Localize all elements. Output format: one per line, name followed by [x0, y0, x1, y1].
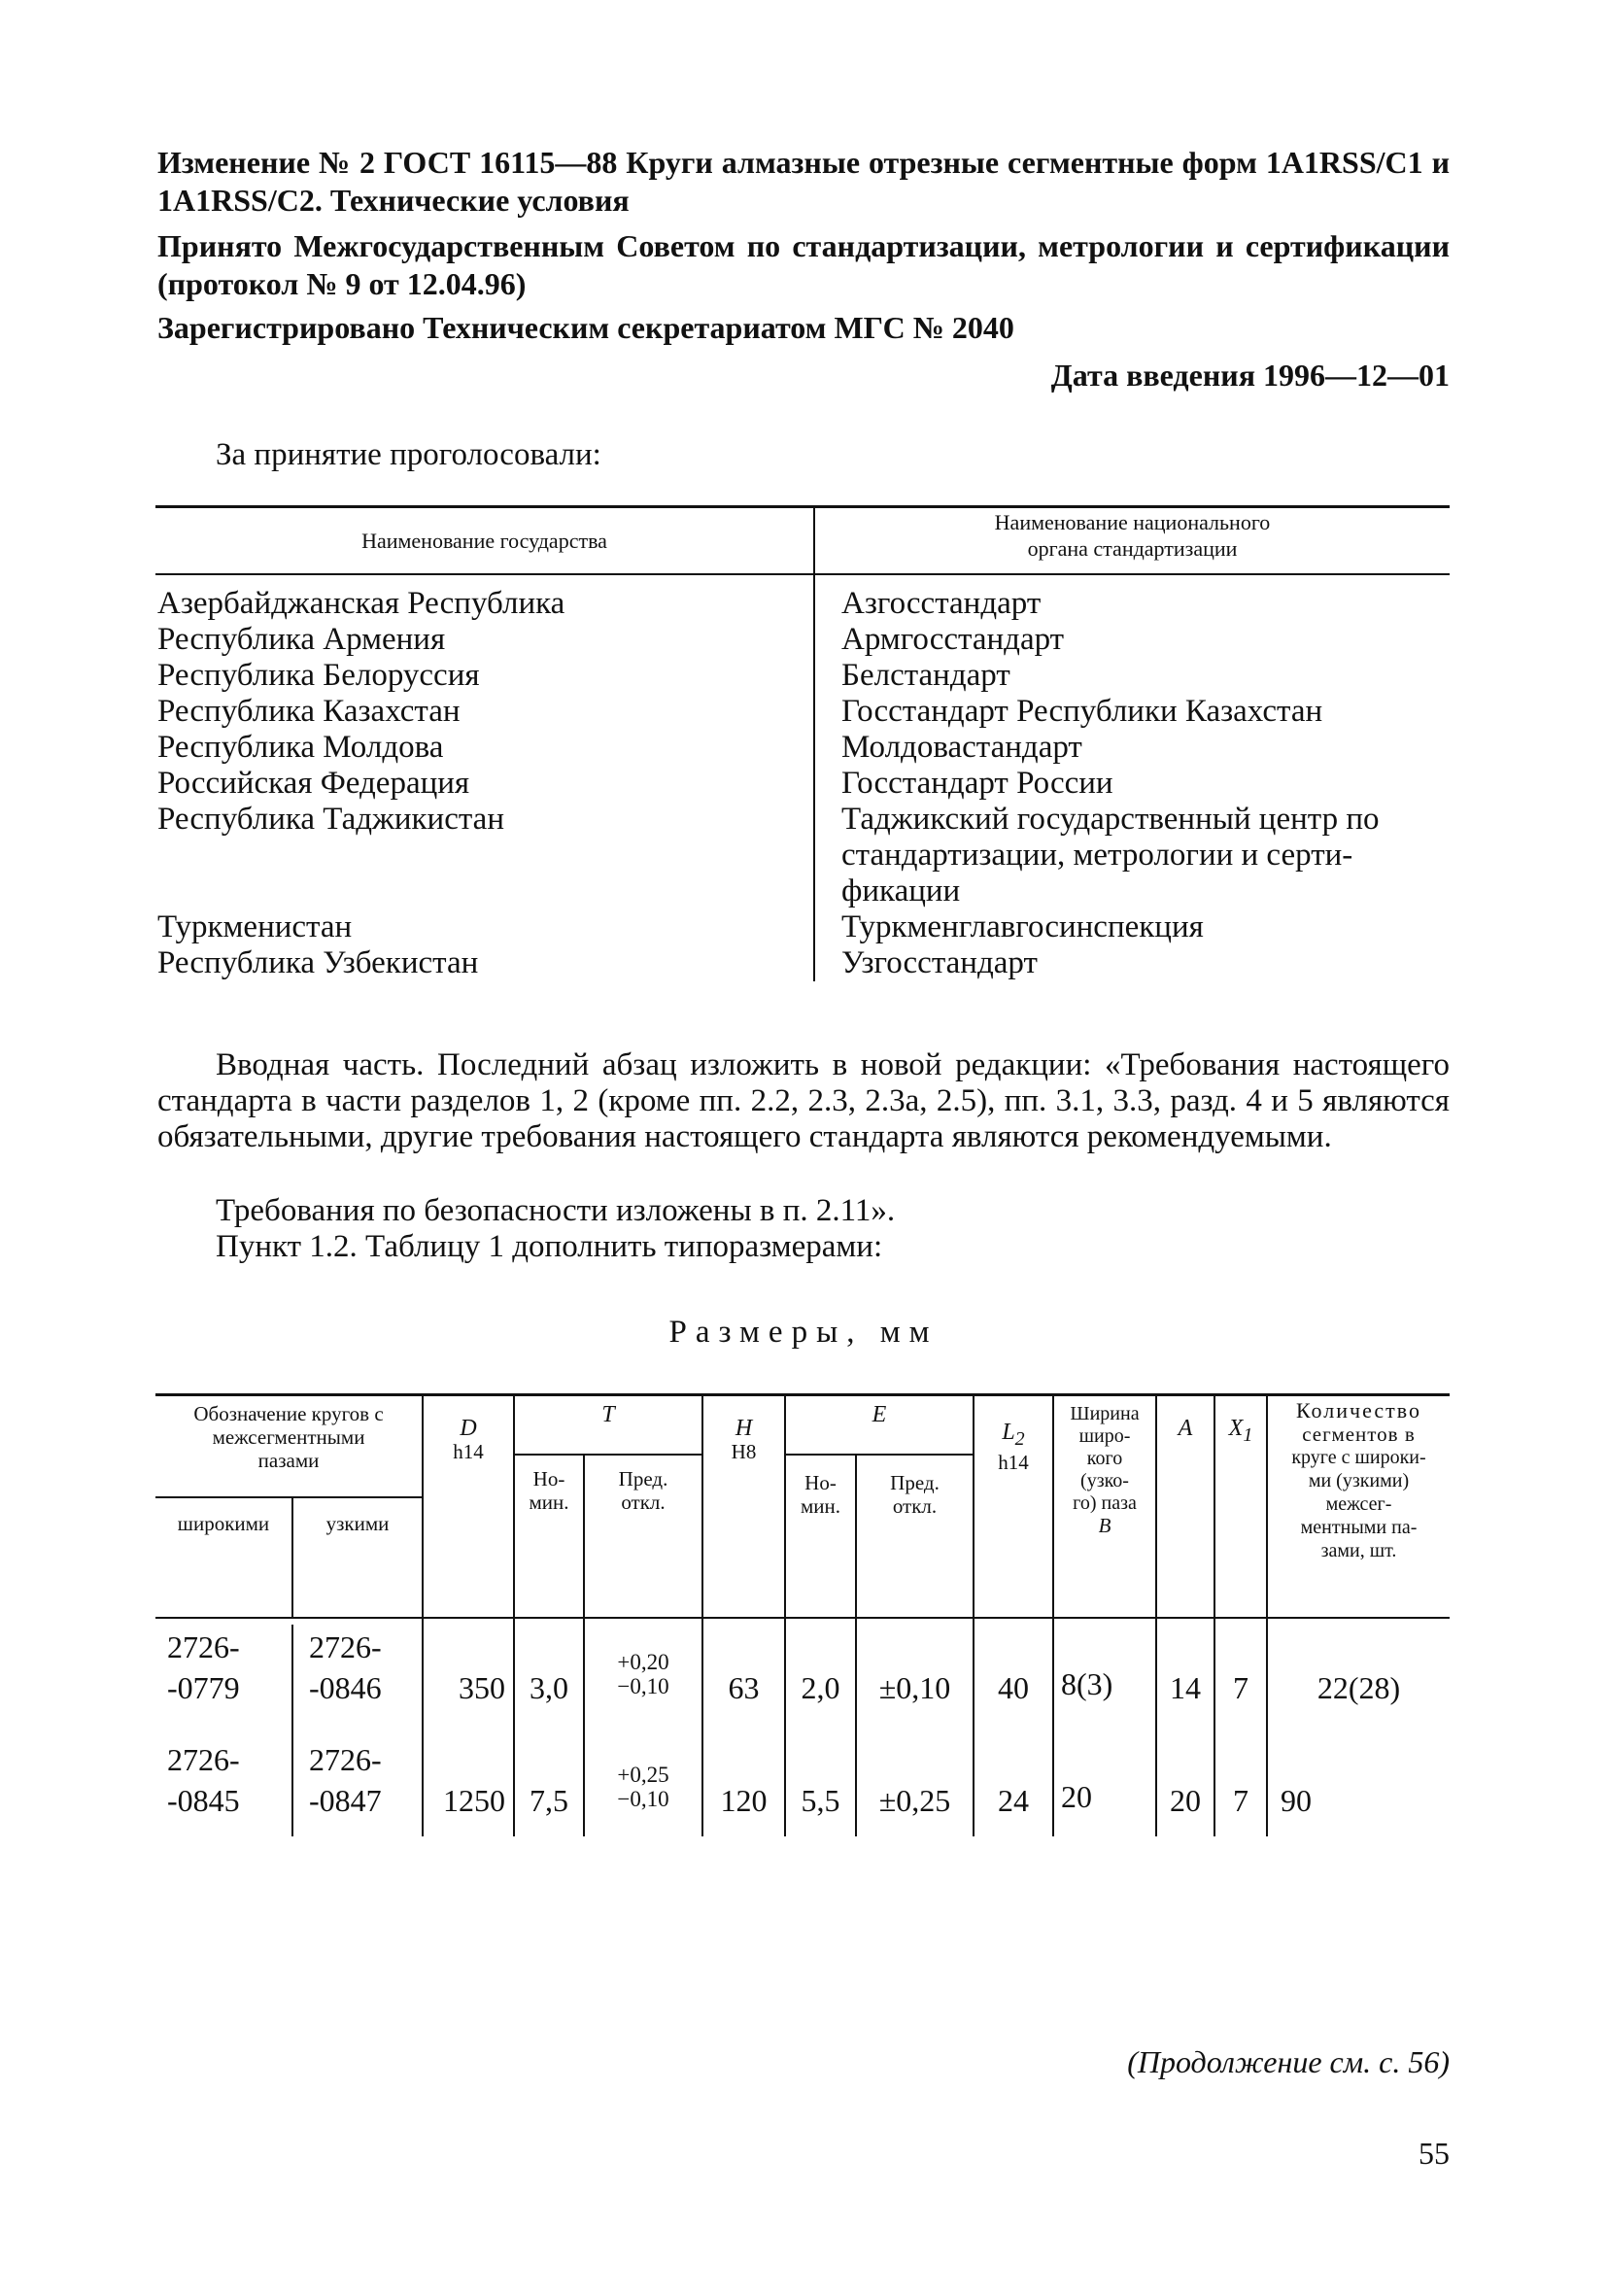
org-name-line2: стандартизации, метрологии и серти-	[841, 838, 1353, 873]
row2-narrow-line1: 2726-	[309, 1742, 382, 1777]
row1-T-nominal: 3,0	[530, 1670, 568, 1705]
header-segment-count-line2: сегментов в	[1302, 1422, 1416, 1446]
state-name: Республика Таджикистан	[157, 802, 504, 837]
header-slot-width	[1054, 1403, 1155, 1537]
header-slot-width-line4: (узко-	[1080, 1470, 1129, 1491]
sizes-table-vline	[1155, 1393, 1157, 1836]
row2-T-deviation-lower: −0,10	[617, 1787, 669, 1811]
row1-narrow-line1: 2726-	[309, 1629, 382, 1664]
header-X1-symbol	[1215, 1417, 1266, 1447]
orgs-column	[841, 586, 1452, 981]
row1-T-deviation-upper: +0,20	[617, 1650, 669, 1674]
header-X1-subscript: 1	[1243, 1423, 1253, 1446]
row2-T-deviation-upper: +0,25	[617, 1763, 669, 1787]
header-D-tolerance: h14	[453, 1440, 484, 1463]
header-A	[1157, 1417, 1214, 1440]
intro-amendment-text: Вводная часть. Последний абзац изложить в новой редакции: «Требования настоящего стандарта в части разделов 1, 2 (кроме пп. 2.2, 2.3, 2.3а, 2.5), пп. 3.1, 3.3, разд. 4 и 5 являются обязательными, другие требования настоящего стандарта являются рекомендуемыми.	[157, 1047, 1450, 1154]
header-slot-width-line1: Ширина	[1070, 1403, 1140, 1424]
row1-segment-count: 22(28)	[1316, 1670, 1401, 1705]
voted-intro: За принятие проголосовали:	[216, 437, 601, 472]
row1-L2: 40	[998, 1670, 1029, 1705]
sizes-caption: Размеры, мм	[668, 1315, 939, 1350]
header-E-nominal-line2: мин.	[800, 1494, 840, 1518]
header-E-deviation-line1: Пред.	[890, 1471, 940, 1494]
row2-E-nominal: 5,5	[801, 1783, 840, 1818]
row2-H: 120	[720, 1783, 768, 1818]
row1-wide-line2: -0779	[167, 1670, 240, 1705]
states-table-header-org-line1: Наименование национального	[994, 510, 1271, 534]
header-E	[786, 1403, 973, 1426]
header-slot-width-line5: го) паза	[1073, 1492, 1137, 1514]
header-T-deviation-line1: Пред.	[618, 1467, 668, 1491]
org-name-line1: Таджикский государственный центр по	[841, 802, 1380, 837]
header-segment-count-line6: ментными па-	[1300, 1517, 1418, 1538]
header-E-deviation-line2: откл.	[892, 1494, 938, 1518]
row2-wide-designation	[167, 1739, 240, 1821]
row2-A: 20	[1170, 1783, 1201, 1818]
sizes-table-T-subrule	[513, 1454, 701, 1456]
header-segment-count-line1: Количество	[1295, 1398, 1422, 1422]
state-name: Республика Узбекистан	[157, 945, 479, 980]
org-name: Армгосстандарт	[841, 622, 1065, 657]
sizes-table-vline	[513, 1393, 515, 1836]
states-table-header-state: Наименование государства	[361, 529, 607, 553]
states-table-header-rule	[155, 573, 1450, 575]
header-X1-letter: X	[1228, 1416, 1244, 1441]
header-L2-subscript: 2	[1014, 1427, 1025, 1450]
header-slot-width-symbol: B	[1098, 1514, 1111, 1537]
row1-E-deviation: ±0,10	[878, 1670, 951, 1705]
header-wide: широкими	[177, 1512, 270, 1535]
row2-E-deviation: ±0,25	[878, 1783, 951, 1818]
org-name: Белстандарт	[841, 658, 1010, 693]
page-number: 55	[1419, 2136, 1450, 2171]
row2-X1: 7	[1233, 1783, 1248, 1818]
header-A-symbol: A	[1178, 1416, 1193, 1441]
header-L2-symbol	[974, 1421, 1052, 1451]
state-name: Республика Казахстан	[157, 694, 461, 729]
org-name: Молдовастандарт	[841, 730, 1082, 765]
state-name: Российская Федерация	[157, 766, 470, 801]
org-name: Туркменглавгосинспекция	[841, 909, 1204, 944]
header-E-nominal	[786, 1471, 855, 1518]
header-E-nominal-line1: Но-	[804, 1471, 837, 1494]
header-T-nominal	[515, 1467, 583, 1514]
row2-L2: 24	[998, 1783, 1029, 1818]
row2-slot-width: 20	[1061, 1779, 1092, 1814]
registration-note: Зарегистрировано Техническим секретариатом МГС № 2040	[157, 310, 1014, 345]
row2-wide-line2: -0845	[167, 1783, 240, 1818]
sizes-table-vline	[291, 1625, 293, 1836]
header-narrow: узкими	[325, 1512, 390, 1535]
header-H-symbol: H	[735, 1416, 753, 1441]
header-T	[515, 1403, 701, 1426]
header-H-tolerance: H8	[731, 1440, 757, 1463]
header-E-deviation	[857, 1471, 973, 1518]
state-name: Республика Армения	[157, 622, 446, 657]
sizes-table-E-subrule	[784, 1454, 973, 1456]
sizes-table-vline	[1214, 1393, 1215, 1836]
org-name: Госстандарт России	[841, 766, 1113, 801]
state-name: Туркменистан	[157, 909, 353, 944]
header-segment-count-line4: ми (узкими)	[1308, 1470, 1410, 1491]
clause-1-2-text: Пункт 1.2. Таблицу 1 дополнить типоразмерами:	[216, 1229, 883, 1264]
row1-T-deviation-lower: −0,10	[617, 1674, 669, 1698]
header-segment-count-line3: круге с широки-	[1291, 1447, 1426, 1468]
header-X1	[1215, 1417, 1266, 1447]
safety-requirements-text: Требования по безопасности изложены в п. 2.11».	[216, 1193, 896, 1228]
sizes-table-designation-subrule	[155, 1496, 422, 1498]
row1-D: 350	[459, 1670, 505, 1705]
row1-T-deviation	[585, 1650, 701, 1698]
header-T-deviation	[585, 1467, 701, 1514]
row1-slot-width: 8(3)	[1061, 1666, 1113, 1701]
state-name: Республика Молдова	[157, 730, 444, 765]
states-table-divider	[813, 505, 815, 981]
header-T-symbol: T	[601, 1402, 615, 1427]
row1-wide-designation	[167, 1627, 240, 1708]
row2-T-nominal: 7,5	[530, 1783, 568, 1818]
sizes-table-top-rule	[155, 1393, 1450, 1396]
row1-E-nominal: 2,0	[801, 1670, 840, 1705]
header-L2	[974, 1421, 1052, 1474]
row1-X1: 7	[1233, 1670, 1248, 1705]
header-T-nominal-line2: мин.	[529, 1491, 569, 1514]
header-L2-letter: L	[1002, 1420, 1015, 1445]
states-table-header-org-line2: органа стандартизации	[1027, 536, 1238, 561]
header-designation	[155, 1402, 422, 1472]
header-E-symbol: E	[872, 1402, 887, 1427]
row1-narrow-designation	[309, 1627, 382, 1708]
org-name: Узгосстандарт	[841, 945, 1038, 980]
header-T-nominal-line1: Но-	[532, 1467, 565, 1491]
header-designation-line3: пазами	[257, 1449, 320, 1472]
row2-narrow-designation	[309, 1739, 382, 1821]
header-designation-line2: межсегментными	[212, 1425, 365, 1449]
states-table-top-rule	[155, 505, 1450, 508]
header-segment-count	[1268, 1399, 1450, 1562]
state-name: Республика Белоруссия	[157, 658, 480, 693]
sizes-table-header-rule	[155, 1617, 1450, 1619]
row2-T-deviation	[585, 1763, 701, 1811]
header-slot-width-line3: кого	[1086, 1448, 1123, 1469]
continuation-note: (Продолжение см. с. 56)	[1127, 2044, 1450, 2079]
states-table-header-org	[815, 509, 1450, 562]
row2-narrow-line2: -0847	[309, 1783, 382, 1818]
row1-A: 14	[1170, 1670, 1201, 1705]
state-name: Азербайджанская Республика	[157, 586, 565, 621]
row1-H: 63	[728, 1670, 760, 1705]
row2-segment-count: 90	[1281, 1783, 1312, 1818]
org-name-line3: фикации	[841, 874, 961, 908]
adoption-note: Принято Межгосударственным Советом по стандартизации, метрологии и сертификации (протокол № 9 от 12.04.96)	[157, 228, 1450, 301]
header-designation-line1: Обозначение кругов с	[193, 1402, 384, 1425]
row2-D: 1250	[443, 1783, 505, 1818]
header-D-symbol: D	[460, 1416, 477, 1441]
sizes-table-vline	[784, 1393, 786, 1836]
header-slot-width-line2: широ-	[1078, 1425, 1131, 1447]
org-name: Азгосстандарт	[841, 586, 1042, 621]
row1-wide-line1: 2726-	[167, 1629, 240, 1664]
states-column	[157, 586, 799, 981]
row1-narrow-line2: -0846	[309, 1670, 382, 1705]
header-T-deviation-line2: откл.	[621, 1491, 666, 1514]
effective-date: Дата введения 1996—12—01	[1050, 358, 1450, 393]
header-segment-count-line5: межсег-	[1325, 1493, 1392, 1515]
amendment-title: Изменение № 2 ГОСТ 16115—88 Круги алмазные отрезные сегментные форм 1A1RSS/C1 и 1A1RSS/C2. Технические условия	[157, 145, 1450, 218]
header-D	[424, 1417, 513, 1463]
header-H	[703, 1417, 784, 1463]
header-segment-count-line7: зами, шт.	[1320, 1540, 1397, 1561]
header-L2-tolerance: h14	[998, 1450, 1029, 1474]
row2-wide-line1: 2726-	[167, 1742, 240, 1777]
org-name: Госстандарт Республики Казахстан	[841, 694, 1323, 729]
